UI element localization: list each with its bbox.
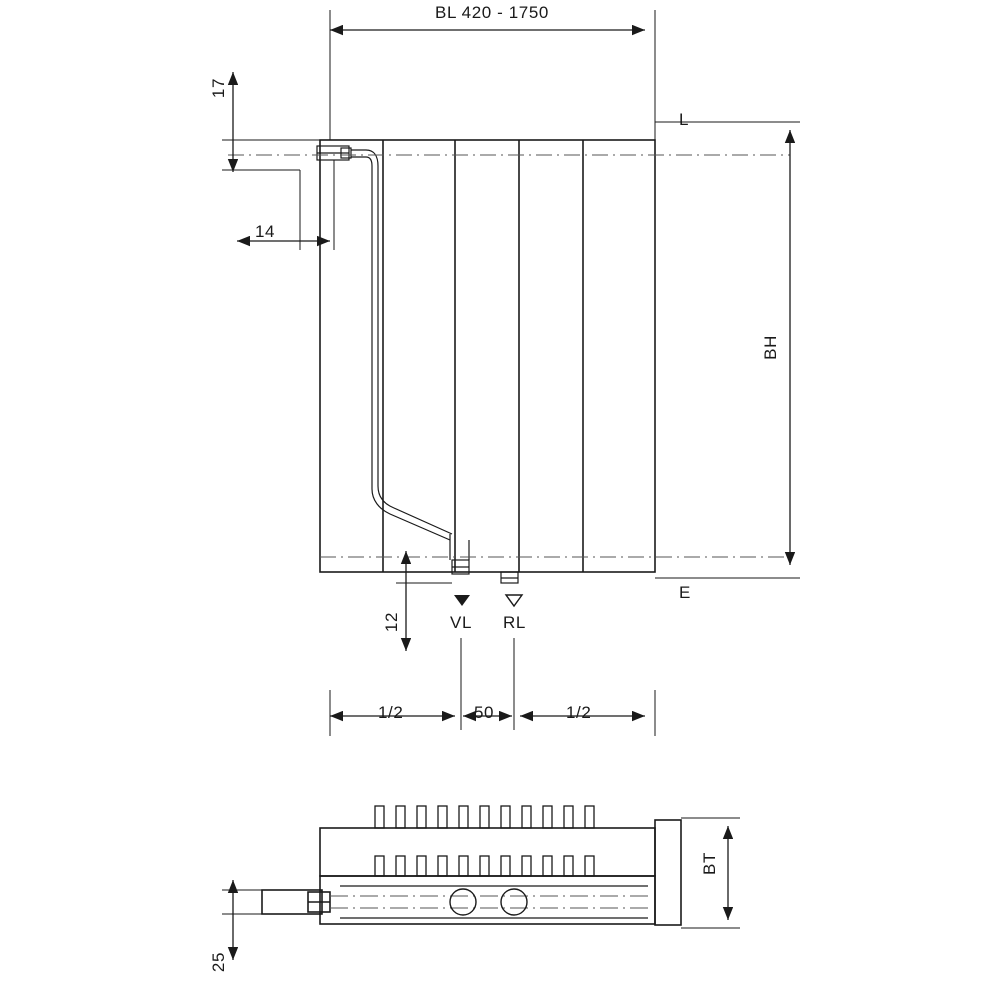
label-half-right: 1/2 (566, 703, 592, 722)
label-bh: BH (761, 335, 780, 360)
side-view-internal (330, 886, 650, 918)
label-connection-e: E (679, 583, 691, 602)
label-rl: RL (503, 613, 526, 632)
label-offset-17: 17 (209, 78, 228, 99)
label-half-left: 1/2 (378, 703, 404, 722)
side-view-base (655, 820, 681, 925)
label-bt: BT (700, 852, 719, 875)
label-connection-l: L (679, 110, 690, 129)
dimension-17 (222, 72, 320, 172)
front-view-internal-piping (317, 146, 518, 583)
side-view-fins-upper (375, 806, 594, 828)
label-bl-dimension: BL 420 - 1750 (435, 3, 549, 22)
label-vl: VL (450, 613, 472, 632)
label-offset-14: 14 (255, 222, 276, 241)
label-offset-25: 25 (209, 952, 228, 973)
front-view-body (320, 140, 655, 572)
side-view-fins-lower (375, 856, 594, 876)
dimension-bl (330, 10, 655, 140)
label-offset-12: 12 (382, 612, 401, 633)
dimension-12 (396, 551, 452, 651)
label-center-50: 50 (474, 703, 495, 722)
center-lines (228, 155, 790, 557)
dimension-25 (222, 880, 262, 960)
